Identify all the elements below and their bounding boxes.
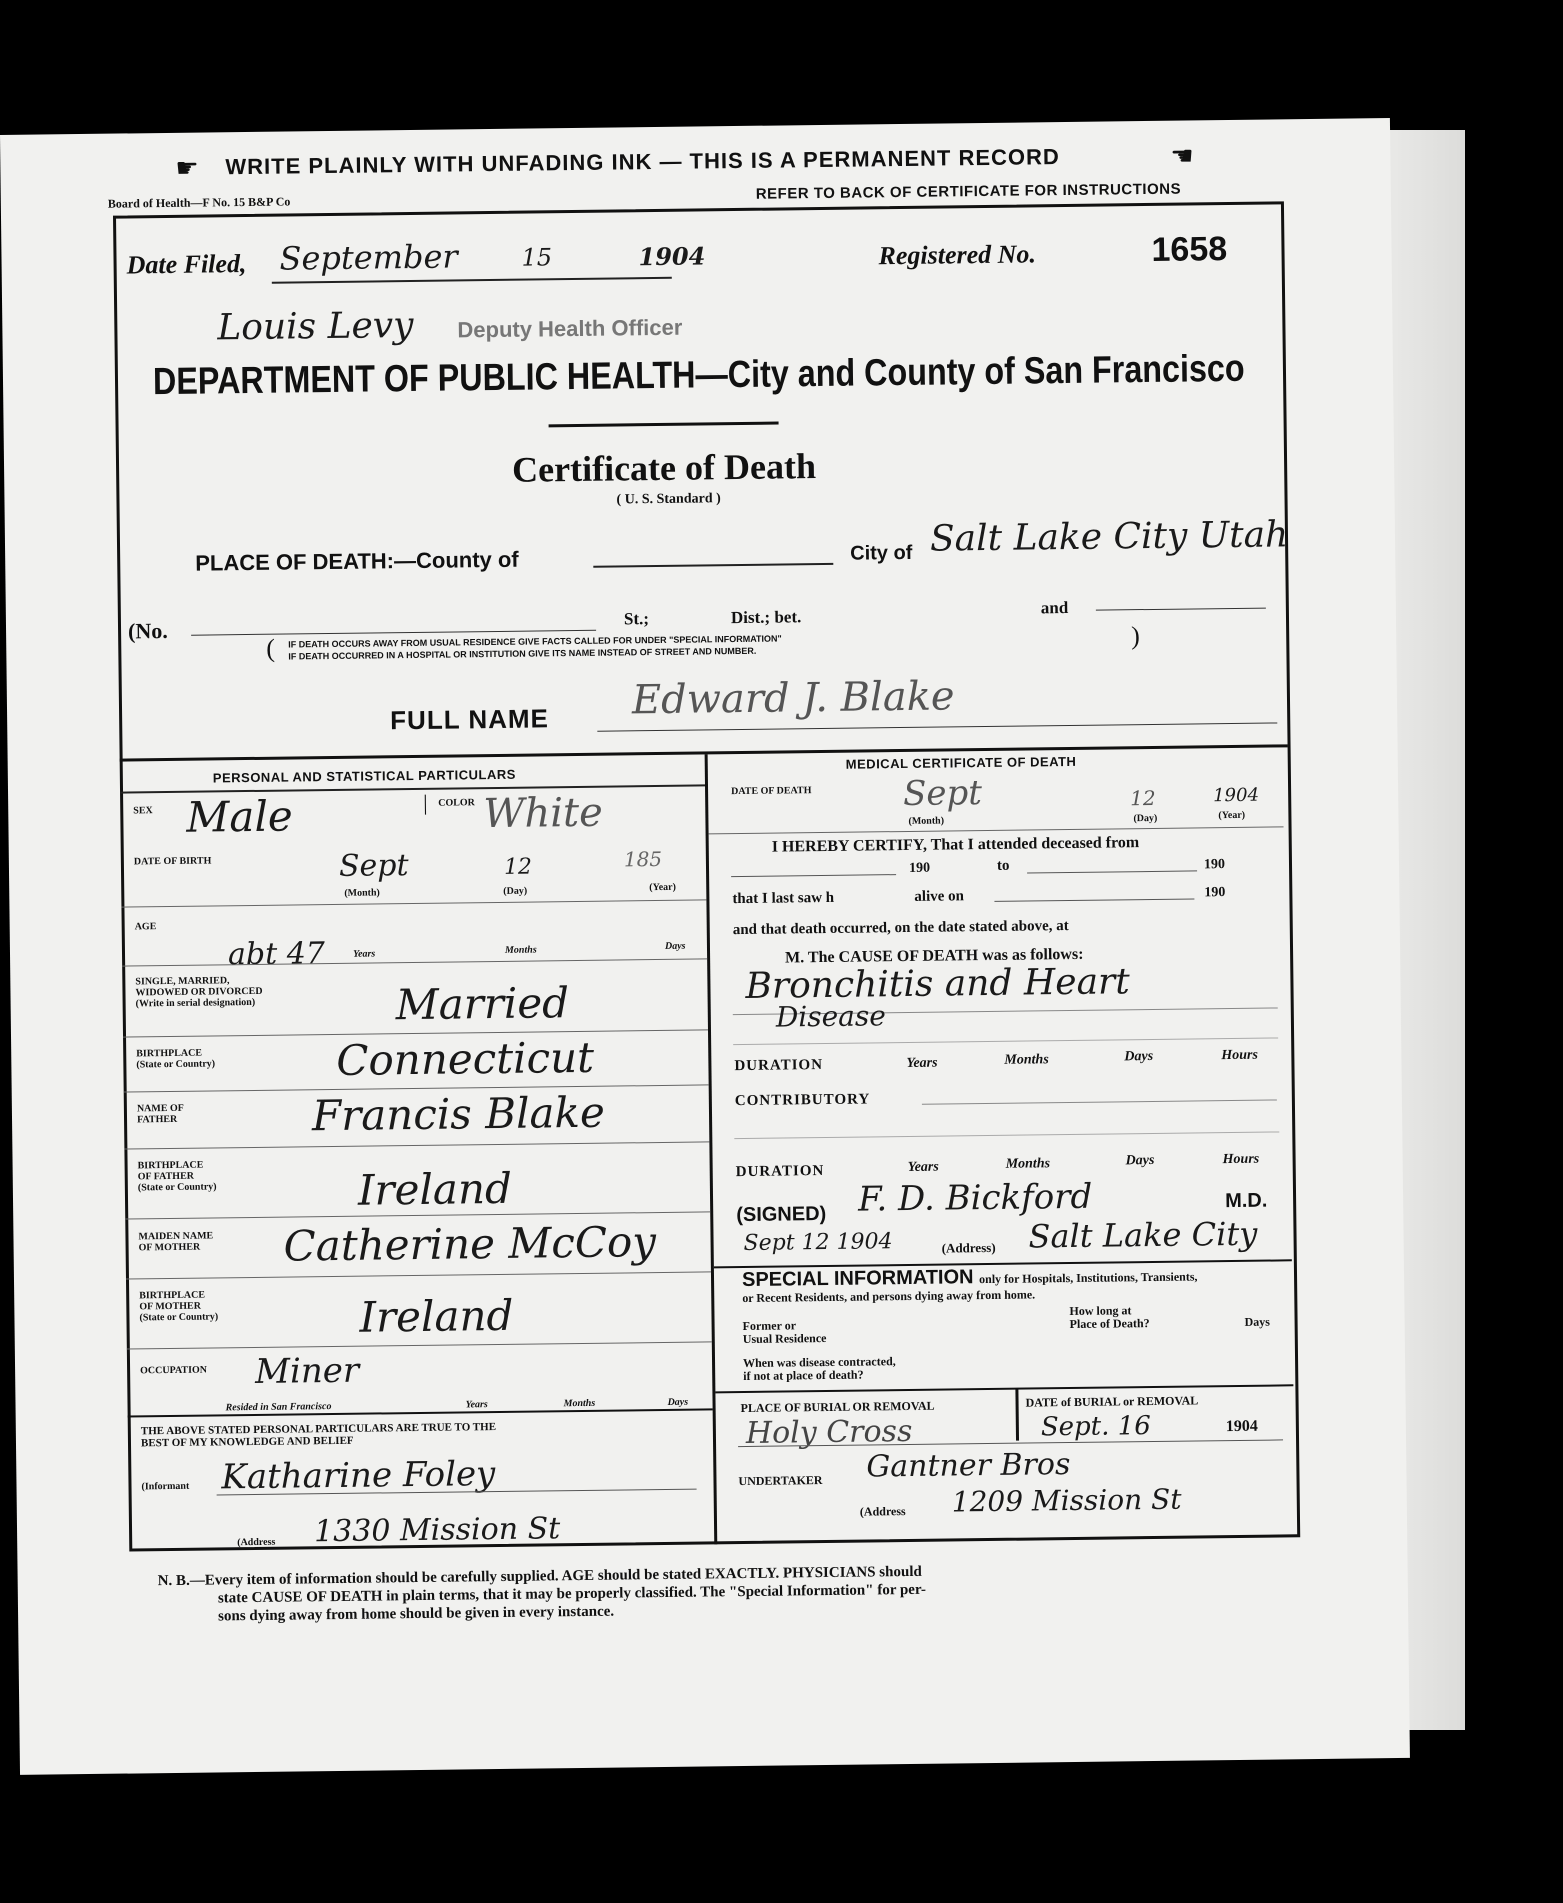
duration-years-1: Years — [906, 1055, 938, 1071]
dob-year-label: (Year) — [649, 881, 676, 894]
burial-divider — [1015, 1389, 1019, 1441]
cause-label: M. The CAUSE OF DEATH was as follows: — [785, 945, 1084, 967]
medical-heading: MEDICAL CERTIFICATE OF DEATH — [845, 753, 1077, 772]
occupation-label: OCCUPATION — [140, 1364, 208, 1377]
dod-label: DATE OF DEATH — [731, 785, 812, 798]
undertaker-address-label: (Address — [859, 1504, 906, 1519]
father-bp-label-2: OF FATHER — [137, 1170, 195, 1183]
informant-label: (Informant — [141, 1480, 190, 1493]
contributory-label: CONTRIBUTORY — [734, 1091, 871, 1110]
dod-month-label: (Month) — [908, 815, 945, 827]
alive-on-text: alive on — [914, 888, 965, 905]
and-label: and — [1040, 597, 1069, 618]
undertaker-value: Gantner Bros — [866, 1447, 1071, 1485]
dob-month-label: (Month) — [344, 887, 380, 899]
attest-line-2: BEST OF MY KNOWLEDGE AND BELIEF — [140, 1434, 354, 1450]
dob-year: 185 — [623, 846, 663, 872]
former-label-1: Former or — [742, 1318, 797, 1334]
certificate-title: Certificate of Death — [511, 446, 817, 490]
dob-day: 12 — [503, 854, 533, 880]
mother-bp-label-3: (State or Country) — [139, 1311, 219, 1324]
duration-months-1: Months — [1004, 1052, 1049, 1068]
birthplace-label-2: (State or Country) — [136, 1058, 216, 1071]
cause-line-2: Disease — [775, 999, 887, 1034]
undertaker-label: UNDERTAKER — [738, 1473, 823, 1489]
mother-bp-value: Ireland — [359, 1290, 514, 1342]
special-heading: SPECIAL INFORMATION only for Hospitals, Institutions, Transients, — [741, 1266, 1198, 1292]
duration-label-2: DURATION — [735, 1163, 825, 1181]
to-label: to — [996, 857, 1010, 874]
resided-days: Days — [667, 1396, 689, 1408]
duration-days-2: Days — [1125, 1152, 1155, 1169]
refer-instructions: REFER TO BACK OF CERTIFICATE FOR INSTRUCTIONS — [755, 180, 1182, 203]
age-days-label: Days — [664, 940, 686, 952]
dod-month: Sept — [902, 773, 983, 815]
marital-label-1: SINGLE, MARRIED, — [135, 975, 230, 988]
special-heading-2: or Recent Residents, and persons dying away from home. — [742, 1287, 1036, 1306]
resided-years: Years — [465, 1399, 488, 1411]
city-value: Salt Lake City Utah — [929, 514, 1289, 560]
age-years-label: Years — [352, 948, 376, 960]
sign-date: Sept 12 1904 — [743, 1229, 893, 1256]
burial-place-label: PLACE OF BURIAL OR REMOVAL — [740, 1398, 935, 1416]
officer-signature: Louis Levy — [217, 304, 414, 349]
from-year: 190 — [908, 860, 931, 876]
dod-year: 1904 — [1213, 784, 1260, 807]
banner-hand-right-icon: ☚ — [1170, 140, 1194, 171]
birthplace-value: Connecticut — [336, 1032, 595, 1085]
full-name-label: FULL NAME — [389, 703, 550, 736]
city-label: City of — [850, 541, 913, 565]
marital-value: Married — [395, 978, 570, 1030]
sex-value: Male — [186, 791, 293, 842]
attest-line-1: THE ABOVE STATED PERSONAL PARTICULARS ARE TRUE TO THE — [140, 1421, 497, 1438]
banner-text: WRITE PLAINLY WITH UNFADING INK — THIS IS A PERMANENT RECORD — [225, 144, 1061, 180]
father-bp-label-1: BIRTHPLACE — [137, 1159, 204, 1172]
department-title: DEPARTMENT OF PUBLIC HEALTH—City and County of San Francisco — [152, 347, 1245, 404]
father-value: Francis Blake — [311, 1087, 606, 1141]
paren-right: ) — [1131, 621, 1141, 651]
st-label: St.; — [623, 609, 650, 629]
informant-address-label: (Address — [237, 1536, 276, 1549]
color-value: White — [483, 789, 604, 838]
marital-label-3: (Write in serial designation) — [135, 996, 256, 1010]
burial-year: 1904 — [1225, 1417, 1258, 1436]
banner-hand-left-icon: ☛ — [175, 152, 199, 183]
birthplace-label-1: BIRTHPLACE — [136, 1047, 203, 1060]
personal-heading: PERSONAL AND STATISTICAL PARTICULARS — [212, 766, 516, 786]
mother-label-2: OF MOTHER — [138, 1241, 201, 1254]
registered-number: 1658 — [1151, 230, 1228, 269]
alive-year: 190 — [1204, 885, 1226, 901]
residence-note-1: IF DEATH OCCURS AWAY FROM USUAL RESIDENCE GIVE FACTS CALLED FOR UNDER "SPECIAL INFORMATION" — [288, 633, 782, 650]
father-label-2: FATHER — [136, 1113, 178, 1126]
burial-date-label: DATE of BURIAL or REMOVAL — [1025, 1393, 1199, 1410]
father-label-1: NAME OF — [136, 1102, 184, 1115]
death-certificate — [0, 118, 1410, 1775]
burial-date: Sept. 16 — [1040, 1411, 1151, 1443]
paren-left: ( — [266, 633, 276, 663]
medical-address: Salt Lake City — [1028, 1214, 1258, 1256]
father-bp-label-3: (State or Country) — [137, 1181, 217, 1194]
dist-label: Dist.; bet. — [730, 607, 802, 628]
no-label: (No. — [127, 617, 168, 644]
dob-month: Sept — [338, 848, 409, 884]
date-filed-month: September — [279, 237, 458, 278]
informant-address: 1330 Mission St — [313, 1511, 561, 1550]
mother-bp-label-2: OF MOTHER — [139, 1300, 201, 1313]
date-filed-year: 1904 — [638, 241, 706, 272]
contracted-label-1: When was disease contracted, — [742, 1354, 896, 1371]
sex-label: SEX — [133, 805, 153, 817]
full-name-value: Edward J. Blake — [631, 673, 955, 724]
signed-label: (SIGNED) — [736, 1202, 827, 1227]
form-id: Board of Health—F No. 15 B&P Co — [107, 194, 291, 211]
death-occurred-text: and that death occurred, on the date stated above, at — [732, 918, 1069, 939]
undertaker-address: 1209 Mission St — [951, 1482, 1182, 1519]
last-saw-text: that I last saw h — [732, 889, 835, 908]
certify-text: I HEREBY CERTIFY, That I attended deceased from — [771, 834, 1140, 856]
duration-days-1: Days — [1124, 1048, 1154, 1065]
color-label: COLOR — [438, 797, 475, 809]
informant-value: Katharine Foley — [221, 1454, 496, 1498]
md-label: M.D. — [1224, 1189, 1268, 1213]
dod-day: 12 — [1130, 785, 1156, 811]
resided-months: Months — [563, 1397, 596, 1410]
us-standard: ( U. S. Standard ) — [616, 491, 721, 508]
duration-years-2: Years — [907, 1159, 939, 1175]
date-filed-day: 15 — [521, 243, 553, 272]
howlong-label-1: How long at — [1069, 1303, 1132, 1319]
mother-value: Catherine McCoy — [283, 1217, 657, 1271]
medical-address-label: (Address) — [941, 1239, 996, 1256]
age-value: abt 47 — [227, 936, 326, 973]
howlong-label-2: Place of Death? — [1069, 1316, 1150, 1332]
howlong-days: Days — [1244, 1314, 1271, 1329]
sex-color-divider: | — [423, 789, 428, 815]
duration-label-1: DURATION — [734, 1057, 824, 1075]
mother-label-1: MAIDEN NAME — [138, 1230, 214, 1243]
cause-line-1: Bronchitis and Heart — [745, 961, 1130, 1007]
marital-label-2: WIDOWED OR DIVORCED — [135, 985, 263, 999]
age-months-label: Months — [504, 944, 537, 956]
to-year: 190 — [1203, 857, 1226, 873]
signed-value: F. D. Bickford — [857, 1176, 1093, 1220]
mother-bp-label-1: BIRTHPLACE — [139, 1289, 206, 1302]
dob-label: DATE OF BIRTH — [133, 855, 212, 868]
footer-nb-2: state CAUSE OF DEATH in plain terms, that it may be properly classified. The "Special Information" for per- — [217, 1581, 927, 1607]
place-of-death-label: PLACE OF DEATH:—County of — [195, 546, 519, 576]
father-bp-value: Ireland — [357, 1163, 513, 1215]
duration-hours-1: Hours — [1221, 1047, 1259, 1064]
dod-day-label: (Day) — [1133, 812, 1158, 825]
former-label-2: Usual Residence — [742, 1330, 827, 1347]
burial-place: Holy Cross — [745, 1413, 913, 1451]
duration-months-2: Months — [1005, 1156, 1051, 1172]
duration-hours-2: Hours — [1222, 1151, 1260, 1168]
date-filed-label: Date Filed, — [126, 248, 247, 280]
resided-label: Resided in San Francisco — [225, 1401, 332, 1414]
dod-year-label: (Year) — [1218, 809, 1246, 822]
registered-label: Registered No. — [878, 239, 1037, 271]
footer-nb-3: sons dying away from home should be given in every instance. — [218, 1603, 615, 1625]
officer-title: Deputy Health Officer — [457, 314, 683, 343]
dob-day-label: (Day) — [503, 885, 528, 897]
footer-nb-1: N. B.—Every item of information should be carefully supplied. AGE should be stated EXACTLY. PHYSICIANS should — [157, 1563, 922, 1590]
occupation-value: Miner — [254, 1350, 360, 1392]
age-label: AGE — [134, 921, 157, 933]
residence-note-2: IF DEATH OCCURRED IN A HOSPITAL OR INSTITUTION GIVE ITS NAME INSTEAD OF STREET AND NUMBER. — [288, 645, 757, 662]
contracted-label-2: if not at place of death? — [743, 1367, 864, 1384]
